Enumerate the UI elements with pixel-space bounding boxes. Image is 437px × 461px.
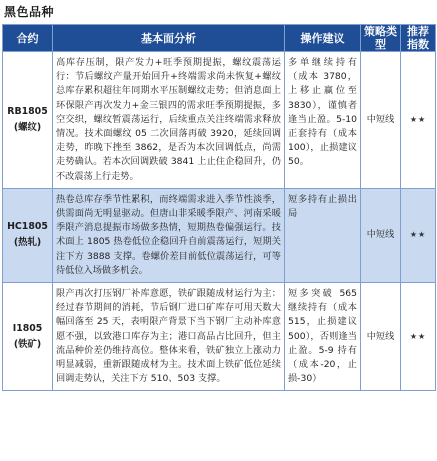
- header-strategy: 策略类型: [361, 25, 401, 52]
- contract-name: (螺纹): [13, 121, 42, 133]
- header-index: 推荐指数: [401, 25, 436, 52]
- strategy-table: [2, 24, 436, 391]
- contract-code: HC1805: [7, 221, 48, 233]
- advice-cell: 短多突破 565 继续持有（成本 515，止损建议 500），否则逢当止盈。5-9 持有（成本-20，止损-30）: [285, 283, 361, 391]
- section-title: 黑色品种: [4, 5, 55, 19]
- analysis-cell: 高库存压制，限产发力+旺季预期提振，螺纹震荡运行：节后螺纹产量开始回升+终端需求尚未恢复+螺纹总库存累积超往年同期水平压制螺纹走势；但消息面上环保限产再次发力+金三银四的需求旺季预期提振，多空交织，螺纹暂震荡运行，后续重点关注终端需求释放情况。技术面螺纹 05 二次回落再破 3920，延续回调走势，昨晚下挫至 3862，是否为本次回调低点，尚需走势确认。若本次回调跌破 3841 上止住企稳回升，仍不改震荡上行走势。: [53, 52, 285, 189]
- header-contract: 合约: [3, 25, 53, 52]
- analysis-cell: 限产再次打压钢厂补库意愿，铁矿跟随成材运行为主：经过春节期间的消耗，节后钢厂进口矿库存可用天数大幅回落至 25 天，表明限产背景下当下钢厂主动补库意愿不强，以致港口库存为主；港口高品占比回升，但主流品种价差仍维持高位。整体来看，铁矿独立上涨动力明显减弱，重新跟随成材为主。技术面上铁矿低位延续回调走势认，关注下方 510、503 支撑。: [53, 283, 285, 391]
- contract-name: (热轧): [13, 237, 42, 249]
- contract-code: I1805: [12, 322, 43, 334]
- table-row-rb1805: [3, 52, 436, 189]
- table-row-i1805: [3, 283, 436, 391]
- rating-stars: ★★: [401, 52, 436, 189]
- rating-stars: ★★: [401, 283, 436, 391]
- contract-cell: [3, 52, 53, 189]
- advice-cell: 短多持有止损出局: [285, 188, 361, 282]
- strategy-cell: 中短线: [361, 52, 401, 189]
- strategy-cell: 中短线: [361, 188, 401, 282]
- header-advice: 操作建议: [285, 25, 361, 52]
- table-header-row: [3, 25, 436, 52]
- advice-cell: 多单继续持有（成本 3780，上移止赢位至 3830），谨慎者逢当止盈。5-10 正套持有（成本 100），止损建议 50。: [285, 52, 361, 189]
- analysis-cell: 热卷总库存季节性累积，而终端需求进入季节性淡季，供需面尚无明显驱动。但唐山非采暖季限产、河南采暖季限产消息提振市场做多热情，短期热卷偏强运行。技术面上 1805 热卷低位企稳回升自前震荡运行，短期关注下方 3888 支撑。卷螺价差目前低位震荡运行，可等待低位入场做多机会。: [53, 188, 285, 282]
- header-analysis: 基本面分析: [53, 25, 285, 52]
- contract-cell: [3, 188, 53, 282]
- strategy-cell: 中短线: [361, 283, 401, 391]
- table-row-hc1805: [3, 188, 436, 282]
- contract-cell: [3, 283, 53, 391]
- contract-code: RB1805: [7, 105, 48, 117]
- contract-name: (铁矿): [13, 338, 42, 350]
- rating-stars: ★★: [401, 188, 436, 282]
